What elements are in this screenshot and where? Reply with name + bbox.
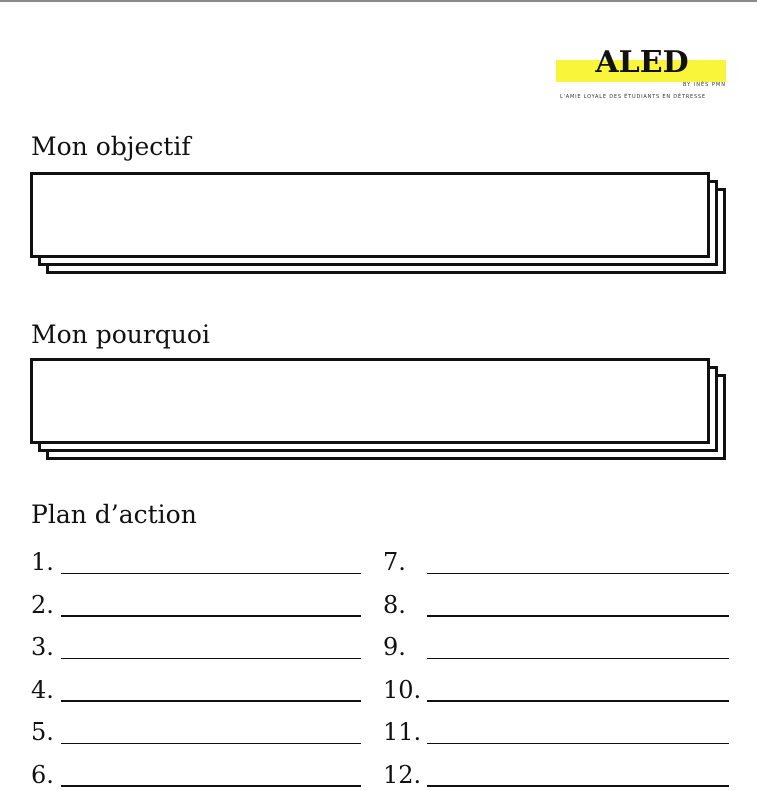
top-divider [0,0,757,2]
logo-byline: BY INÈS PMN [682,82,726,88]
plan-item-number: 3. [31,633,54,661]
objectif-title: Mon objectif [31,132,191,161]
plan-item-write-line[interactable] [427,658,729,660]
plan-item-left-6[interactable] [31,761,361,791]
plan-item-left-2[interactable] [31,591,361,621]
pourquoi-box-front-layer[interactable] [30,358,710,444]
plan-item-write-line[interactable] [427,573,729,575]
plan-item-left-5[interactable] [31,718,361,748]
plan-item-write-line[interactable] [61,785,361,787]
plan-item-left-1[interactable] [31,548,361,578]
plan-item-right-6[interactable] [383,761,729,791]
plan-item-write-line[interactable] [61,743,361,745]
plan-item-number: 2. [31,590,54,619]
plan-item-number: 8. [383,590,406,619]
pourquoi-box[interactable] [30,358,730,468]
logo-tagline: L'AMIE LOYALE DES ÉTUDIANTS EN DÉTRESSE [560,94,706,100]
plan-item-number: 5. [31,718,54,746]
plan-item-right-3[interactable] [383,633,729,663]
plan-item-right-4[interactable] [383,676,729,706]
plan-item-write-line[interactable] [61,700,361,702]
plan-item-number: 10. [383,675,422,704]
plan-item-left-4[interactable] [31,676,361,706]
plan-item-right-5[interactable] [383,718,729,748]
objectif-box-front-layer[interactable] [30,172,710,258]
plan-item-number: 1. [31,548,54,576]
plan-item-number: 4. [31,675,54,704]
aled-logo [556,45,728,105]
plan-item-write-line[interactable] [61,573,361,575]
plan-item-number: 7. [383,548,406,576]
plan-item-write-line[interactable] [61,658,361,660]
objectif-box[interactable] [30,172,730,282]
plan-title: Plan d’action [31,500,197,529]
plan-item-write-line[interactable] [427,615,729,617]
plan-item-write-line[interactable] [427,785,729,787]
plan-item-write-line[interactable] [427,743,729,745]
plan-item-number: 9. [383,633,406,661]
plan-item-number: 12. [383,760,422,789]
plan-item-write-line[interactable] [427,700,729,702]
logo-wordmark: ALED [595,45,689,80]
plan-item-left-3[interactable] [31,633,361,663]
plan-item-write-line[interactable] [61,615,361,617]
plan-item-right-1[interactable] [383,548,729,578]
plan-item-number: 11. [383,718,422,746]
pourquoi-title: Mon pourquoi [31,320,210,349]
plan-item-number: 6. [31,760,54,789]
plan-item-right-2[interactable] [383,591,729,621]
